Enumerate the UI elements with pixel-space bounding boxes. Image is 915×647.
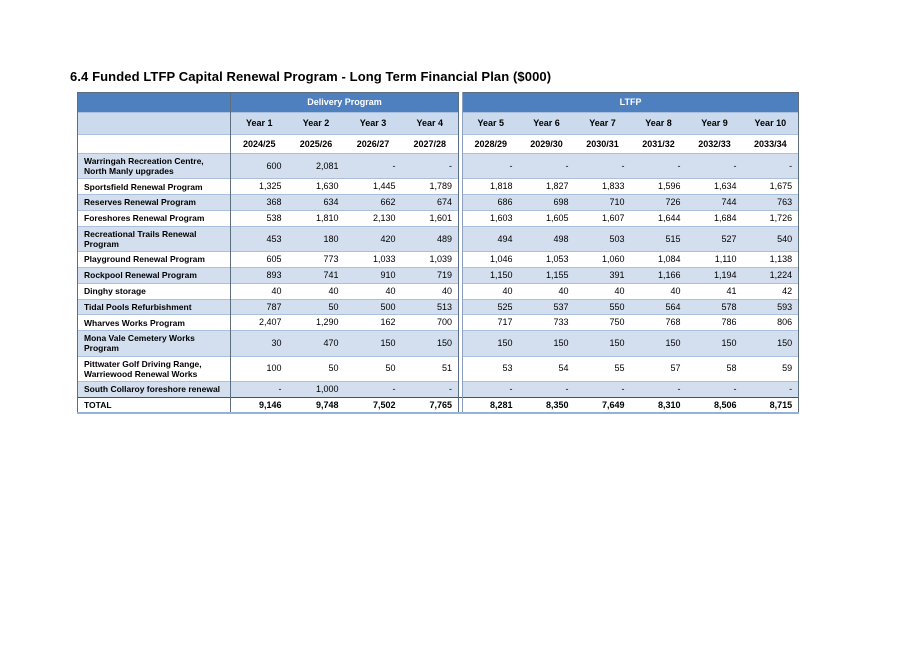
value-cell: 710	[575, 195, 631, 211]
total-value-cell: 8,715	[743, 397, 799, 413]
value-cell: -	[687, 154, 743, 179]
value-cell: 893	[231, 267, 288, 283]
row-label-cell: Sportsfield Renewal Program	[78, 179, 231, 195]
value-cell: 150	[631, 331, 687, 356]
value-cell: 593	[743, 299, 799, 315]
value-cell: 40	[288, 283, 345, 299]
value-cell: 1,445	[345, 179, 402, 195]
value-cell: -	[231, 381, 288, 397]
fy-header-cell: 2030/31	[575, 135, 631, 154]
total-value-cell: 9,748	[288, 397, 345, 413]
year-header-cell: Year 5	[463, 113, 519, 135]
value-cell: 2,407	[231, 315, 288, 331]
value-cell: 662	[345, 195, 402, 211]
value-cell: 686	[463, 195, 519, 211]
value-cell: 100	[231, 356, 288, 381]
year-header-cell: Year 1	[231, 113, 288, 135]
year-header-cell: Year 8	[631, 113, 687, 135]
value-cell: 1,060	[575, 252, 631, 268]
value-cell: 605	[231, 252, 288, 268]
value-cell: 733	[519, 315, 575, 331]
fy-header-label-cell	[78, 135, 231, 154]
value-cell: 1,684	[687, 210, 743, 226]
value-cell: 50	[288, 356, 345, 381]
section-header-ltfp: LTFP	[463, 93, 799, 113]
value-cell: 1,166	[631, 267, 687, 283]
value-cell: 150	[345, 331, 402, 356]
year-header-cell: Year 9	[687, 113, 743, 135]
value-cell: 787	[231, 299, 288, 315]
value-cell: -	[519, 381, 575, 397]
value-cell: 1,033	[345, 252, 402, 268]
value-cell: 1,675	[743, 179, 799, 195]
value-cell: 1,325	[231, 179, 288, 195]
value-cell: 1,224	[743, 267, 799, 283]
value-cell: 1,827	[519, 179, 575, 195]
table-row	[78, 267, 799, 283]
value-cell: 1,644	[631, 210, 687, 226]
value-cell: 741	[288, 267, 345, 283]
value-cell: 674	[402, 195, 459, 211]
ltfp-table-body	[78, 93, 799, 414]
value-cell: -	[345, 154, 402, 179]
total-value-cell: 8,506	[687, 397, 743, 413]
table-row	[78, 315, 799, 331]
value-cell: 1,634	[687, 179, 743, 195]
fy-header-cell: 2031/32	[631, 135, 687, 154]
value-cell: 40	[231, 283, 288, 299]
value-cell: 55	[575, 356, 631, 381]
value-cell: 768	[631, 315, 687, 331]
value-cell: 53	[463, 356, 519, 381]
value-cell: -	[519, 154, 575, 179]
value-cell: -	[345, 381, 402, 397]
value-cell: 717	[463, 315, 519, 331]
total-value-cell: 7,502	[345, 397, 402, 413]
total-value-cell: 8,310	[631, 397, 687, 413]
value-cell: -	[463, 154, 519, 179]
value-cell: 150	[743, 331, 799, 356]
value-cell: 910	[345, 267, 402, 283]
value-cell: 719	[402, 267, 459, 283]
total-value-cell: 9,146	[231, 397, 288, 413]
value-cell: 1,818	[463, 179, 519, 195]
value-cell: 1,155	[519, 267, 575, 283]
value-cell: 40	[575, 283, 631, 299]
value-cell: 368	[231, 195, 288, 211]
table-row	[78, 283, 799, 299]
year-header-cell: Year 6	[519, 113, 575, 135]
value-cell: -	[631, 381, 687, 397]
year-header-cell: Year 7	[575, 113, 631, 135]
value-cell: 1,084	[631, 252, 687, 268]
fy-header-cell: 2025/26	[288, 135, 345, 154]
year-header-label-cell	[78, 113, 231, 135]
value-cell: 498	[519, 226, 575, 251]
value-cell: 150	[402, 331, 459, 356]
value-cell: 540	[743, 226, 799, 251]
fy-header-cell: 2029/30	[519, 135, 575, 154]
value-cell: -	[575, 154, 631, 179]
fy-header-cell: 2033/34	[743, 135, 799, 154]
value-cell: 786	[687, 315, 743, 331]
value-cell: 600	[231, 154, 288, 179]
fy-header-cell: 2028/29	[463, 135, 519, 154]
table-row	[78, 226, 799, 251]
row-label-cell: Mona Vale Cemetery Works Program	[78, 331, 231, 356]
value-cell: 806	[743, 315, 799, 331]
value-cell: 500	[345, 299, 402, 315]
total-label-cell: TOTAL	[78, 397, 231, 413]
value-cell: 578	[687, 299, 743, 315]
value-cell: 180	[288, 226, 345, 251]
value-cell: 150	[687, 331, 743, 356]
table-row	[78, 179, 799, 195]
value-cell: 537	[519, 299, 575, 315]
total-value-cell: 7,649	[575, 397, 631, 413]
value-cell: 162	[345, 315, 402, 331]
value-cell: 2,130	[345, 210, 402, 226]
value-cell: 1,726	[743, 210, 799, 226]
page-title: 6.4 Funded LTFP Capital Renewal Program - Long Term Financial Plan ($000)	[70, 69, 552, 84]
year-header-row	[78, 113, 799, 135]
row-label-cell: Reserves Renewal Program	[78, 195, 231, 211]
value-cell: 503	[575, 226, 631, 251]
fy-header-row	[78, 135, 799, 154]
value-cell: 744	[687, 195, 743, 211]
value-cell: 40	[519, 283, 575, 299]
value-cell: 150	[575, 331, 631, 356]
year-header-cell: Year 4	[402, 113, 459, 135]
row-label-cell: Rockpool Renewal Program	[78, 267, 231, 283]
table-row	[78, 356, 799, 381]
value-cell: 150	[519, 331, 575, 356]
fy-header-cell: 2032/33	[687, 135, 743, 154]
table-row	[78, 154, 799, 179]
value-cell: 40	[631, 283, 687, 299]
value-cell: 489	[402, 226, 459, 251]
value-cell: 700	[402, 315, 459, 331]
fy-header-cell: 2026/27	[345, 135, 402, 154]
row-label-cell: Recreational Trails Renewal Program	[78, 226, 231, 251]
row-label-cell: Dinghy storage	[78, 283, 231, 299]
value-cell: 2,081	[288, 154, 345, 179]
value-cell: -	[687, 381, 743, 397]
value-cell: 527	[687, 226, 743, 251]
value-cell: 30	[231, 331, 288, 356]
total-value-cell: 8,350	[519, 397, 575, 413]
value-cell: 1,605	[519, 210, 575, 226]
value-cell: 1,150	[463, 267, 519, 283]
row-label-cell: Tidal Pools Refurbishment	[78, 299, 231, 315]
value-cell: 1,039	[402, 252, 459, 268]
value-cell: 1,607	[575, 210, 631, 226]
value-cell: 470	[288, 331, 345, 356]
value-cell: -	[631, 154, 687, 179]
value-cell: 550	[575, 299, 631, 315]
value-cell: -	[402, 381, 459, 397]
table-row	[78, 195, 799, 211]
value-cell: 1,810	[288, 210, 345, 226]
value-cell: 453	[231, 226, 288, 251]
value-cell: 41	[687, 283, 743, 299]
table-row	[78, 381, 799, 397]
value-cell: 1,601	[402, 210, 459, 226]
value-cell: -	[463, 381, 519, 397]
value-cell: 391	[575, 267, 631, 283]
value-cell: 750	[575, 315, 631, 331]
ltfp-table	[77, 92, 799, 414]
value-cell: 50	[345, 356, 402, 381]
row-label-cell: Pittwater Golf Driving Range, Warriewood Renewal Works	[78, 356, 231, 381]
value-cell: 40	[345, 283, 402, 299]
value-cell: 494	[463, 226, 519, 251]
table-row	[78, 331, 799, 356]
row-label-cell: Playground Renewal Program	[78, 252, 231, 268]
table-row	[78, 252, 799, 268]
value-cell: 698	[519, 195, 575, 211]
total-value-cell: 8,281	[463, 397, 519, 413]
total-value-cell: 7,765	[402, 397, 459, 413]
value-cell: 50	[288, 299, 345, 315]
value-cell: 1,053	[519, 252, 575, 268]
value-cell: 1,046	[463, 252, 519, 268]
value-cell: -	[402, 154, 459, 179]
value-cell: 40	[463, 283, 519, 299]
fy-header-cell: 2027/28	[402, 135, 459, 154]
fy-header-cell: 2024/25	[231, 135, 288, 154]
year-header-cell: Year 3	[345, 113, 402, 135]
value-cell: 1,000	[288, 381, 345, 397]
value-cell: -	[743, 154, 799, 179]
row-label-cell: Warringah Recreation Centre, North Manly upgrades	[78, 154, 231, 179]
value-cell: 1,138	[743, 252, 799, 268]
year-header-cell: Year 10	[743, 113, 799, 135]
value-cell: 1,789	[402, 179, 459, 195]
value-cell: 1,290	[288, 315, 345, 331]
table-row	[78, 299, 799, 315]
value-cell: 726	[631, 195, 687, 211]
section-header-delivery-program: Delivery Program	[231, 93, 459, 113]
value-cell: 42	[743, 283, 799, 299]
value-cell: 525	[463, 299, 519, 315]
value-cell: 1,833	[575, 179, 631, 195]
value-cell: 54	[519, 356, 575, 381]
table-row	[78, 210, 799, 226]
value-cell: 51	[402, 356, 459, 381]
value-cell: 1,110	[687, 252, 743, 268]
value-cell: 58	[687, 356, 743, 381]
row-label-cell: South Collaroy foreshore renewal	[78, 381, 231, 397]
value-cell: 1,630	[288, 179, 345, 195]
total-row	[78, 397, 799, 413]
value-cell: 515	[631, 226, 687, 251]
value-cell: 150	[463, 331, 519, 356]
row-label-cell: Foreshores Renewal Program	[78, 210, 231, 226]
corner-header-cell	[78, 93, 231, 113]
value-cell: 1,603	[463, 210, 519, 226]
value-cell: 1,596	[631, 179, 687, 195]
value-cell: 513	[402, 299, 459, 315]
row-label-cell: Wharves Works Program	[78, 315, 231, 331]
year-header-cell: Year 2	[288, 113, 345, 135]
value-cell: 1,194	[687, 267, 743, 283]
value-cell: 773	[288, 252, 345, 268]
value-cell: 420	[345, 226, 402, 251]
value-cell: -	[743, 381, 799, 397]
value-cell: 634	[288, 195, 345, 211]
section-header-row	[78, 93, 799, 113]
value-cell: 57	[631, 356, 687, 381]
value-cell: 59	[743, 356, 799, 381]
value-cell: 763	[743, 195, 799, 211]
value-cell: -	[575, 381, 631, 397]
value-cell: 564	[631, 299, 687, 315]
value-cell: 538	[231, 210, 288, 226]
value-cell: 40	[402, 283, 459, 299]
